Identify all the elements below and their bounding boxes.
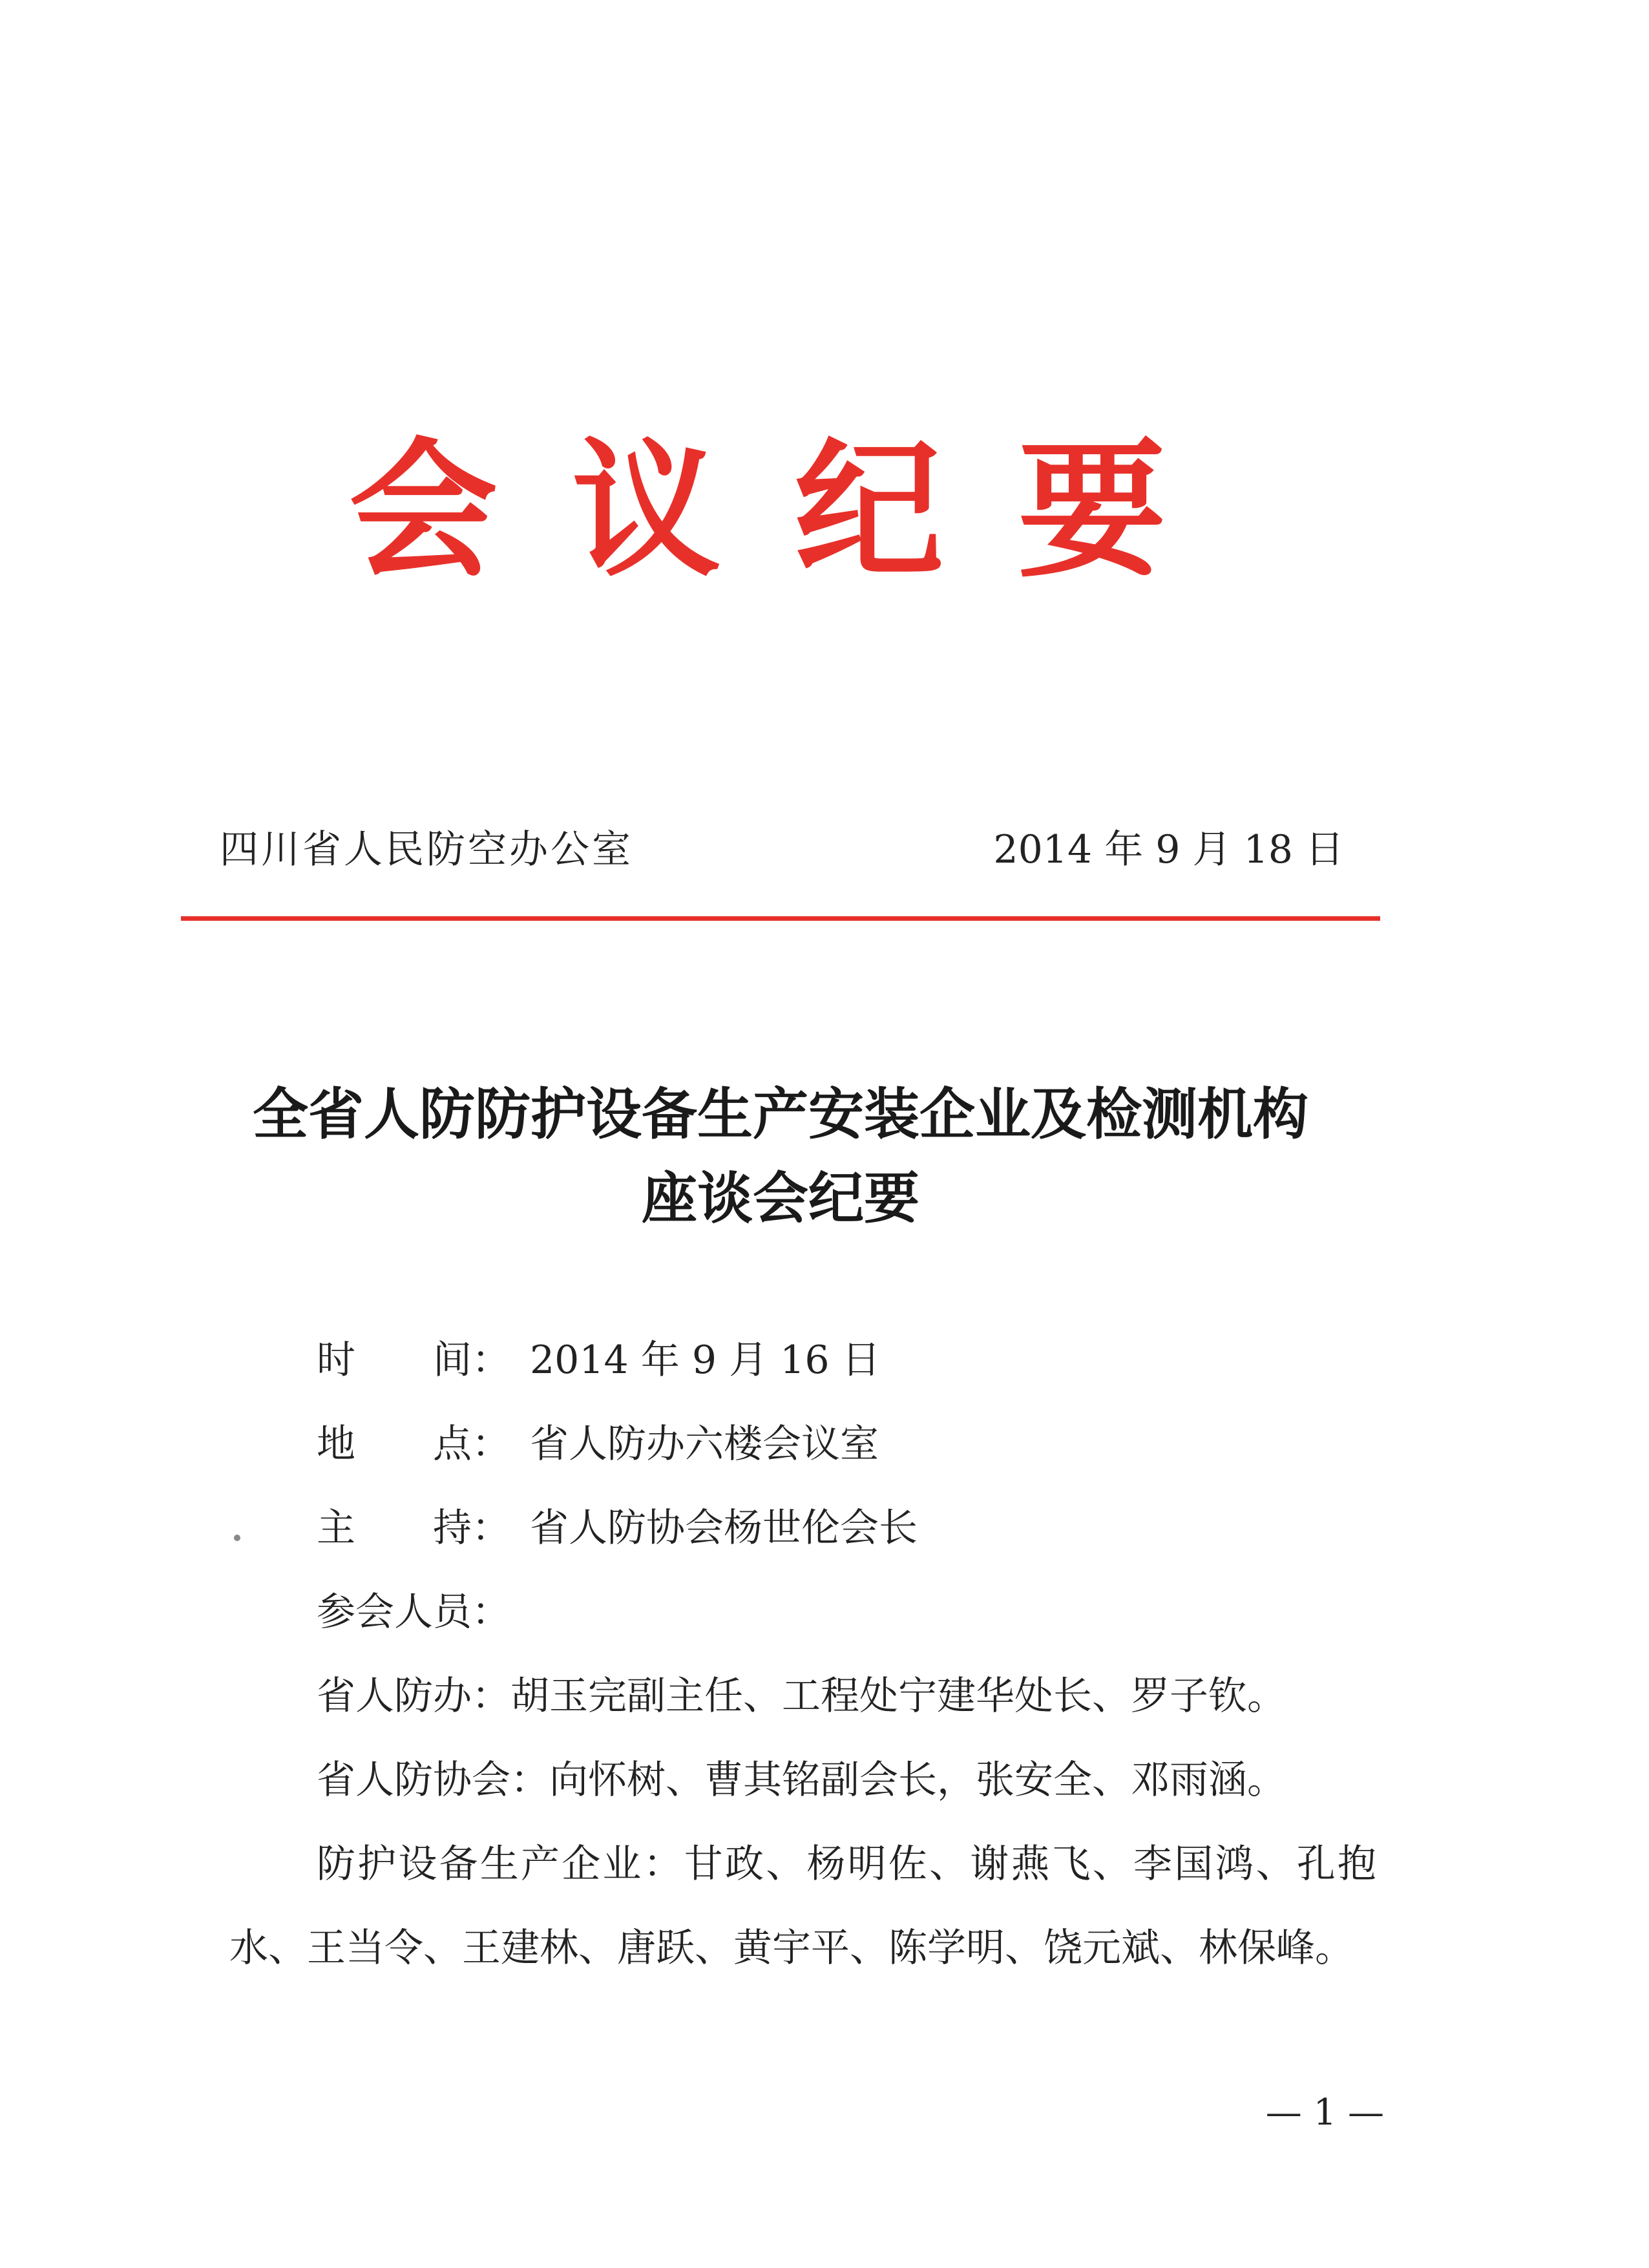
meeting-host-label: 主 持： [317, 1506, 510, 1551]
meeting-host [317, 1499, 1415, 1557]
title-line-1: 全省人防防护设备生产安装企业及检测机构 [253, 1082, 1308, 1147]
red-divider-line [181, 916, 1380, 921]
meeting-place-label: 地 点： [317, 1422, 510, 1467]
meeting-place [317, 1415, 1415, 1473]
meeting-time-label: 时 间： [317, 1338, 510, 1383]
document-title [181, 1073, 1380, 1241]
issuer-row [220, 821, 1344, 879]
attendees-office: 省人防办：胡玉完副主任、工程处宁建华处长、罗子钦。 [317, 1674, 1286, 1719]
page-number: — 1 — [1265, 2092, 1384, 2134]
meeting-place-value: 省人防办六楼会议室 [530, 1422, 879, 1467]
scan-speck [234, 1535, 240, 1541]
attendees-manufacturers: 防护设备生产企业：甘政、杨明佐、谢燕飞、李国鸿、孔抱水、王当令、王建林、唐跃、黄宇平、陈学明、饶元斌、林保峰。 [229, 1842, 1376, 1971]
meeting-time [317, 1331, 1415, 1389]
attendees-association: 省人防协会：向怀树、曹其铭副会长，张安全、邓雨涵。 [317, 1758, 1286, 1803]
issuer-name: 四川省人民防空办公室 [220, 827, 633, 872]
issue-date: 2014 年 9 月 18 日 [993, 827, 1344, 872]
meeting-host-value: 省人防协会杨世伦会长 [530, 1506, 918, 1551]
meeting-time-value: 2014 年 9 月 16 日 [530, 1338, 881, 1383]
document-type-heading: 会议纪要 [349, 423, 1241, 598]
attendees-label: 参会人员： [317, 1590, 510, 1635]
title-line-2: 座谈会纪要 [642, 1166, 919, 1231]
